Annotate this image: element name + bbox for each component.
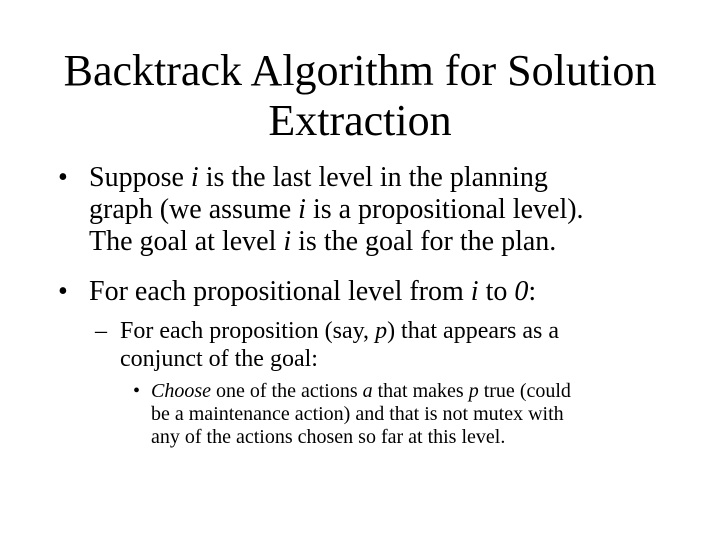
bullet-marker: • xyxy=(58,276,68,307)
bullet-text-2 xyxy=(89,276,679,308)
text-run: any of the actions chosen so far at this level. xyxy=(151,426,506,448)
bullet-marker: • xyxy=(58,162,68,193)
text-run: one of the actions xyxy=(211,380,363,402)
text-run: graph (we assume xyxy=(89,194,299,225)
text-run: that makes xyxy=(372,380,469,402)
bullet-marker: • xyxy=(133,380,141,402)
title-line-2: Extraction xyxy=(268,96,452,145)
bullet-item-1 xyxy=(58,162,678,290)
bullet-item-2 xyxy=(58,276,678,310)
text-run: conjunct of the goal: xyxy=(120,346,318,372)
text-run: Suppose xyxy=(89,162,191,193)
text-run: The goal at level xyxy=(89,226,284,257)
sub-sub-bullet-text-1 xyxy=(151,380,681,449)
text-run: is the last level in the planning xyxy=(198,162,548,193)
text-run: For each propositional level from xyxy=(89,276,471,307)
text-run: to xyxy=(478,276,515,307)
text-run: is a propositional level). xyxy=(305,194,584,225)
bullet-text-1 xyxy=(89,162,679,258)
italic-number: 0 xyxy=(514,276,529,307)
text-run: true (could xyxy=(478,380,571,402)
italic-variable: i xyxy=(470,276,479,307)
title-line-1: Backtrack Algorithm for Solution xyxy=(63,46,657,95)
dash-marker: – xyxy=(95,318,107,344)
text-run: ) that appears as a xyxy=(387,318,559,344)
text-run: For each proposition (say, xyxy=(120,318,376,344)
text-run: be a maintenance action) and that is not mutex with xyxy=(151,403,564,425)
italic-variable: i xyxy=(283,226,292,257)
text-run: is the goal for the plan. xyxy=(291,226,557,257)
italic-word: Choose xyxy=(151,380,211,402)
italic-variable: i xyxy=(298,194,306,225)
italic-variable: i xyxy=(190,162,199,193)
italic-variable: p xyxy=(375,318,388,344)
text-run: : xyxy=(528,276,537,307)
sub-bullet-text-1 xyxy=(120,317,680,373)
slide-title xyxy=(40,46,680,146)
italic-variable: p xyxy=(468,380,479,402)
italic-variable: a xyxy=(362,380,373,402)
